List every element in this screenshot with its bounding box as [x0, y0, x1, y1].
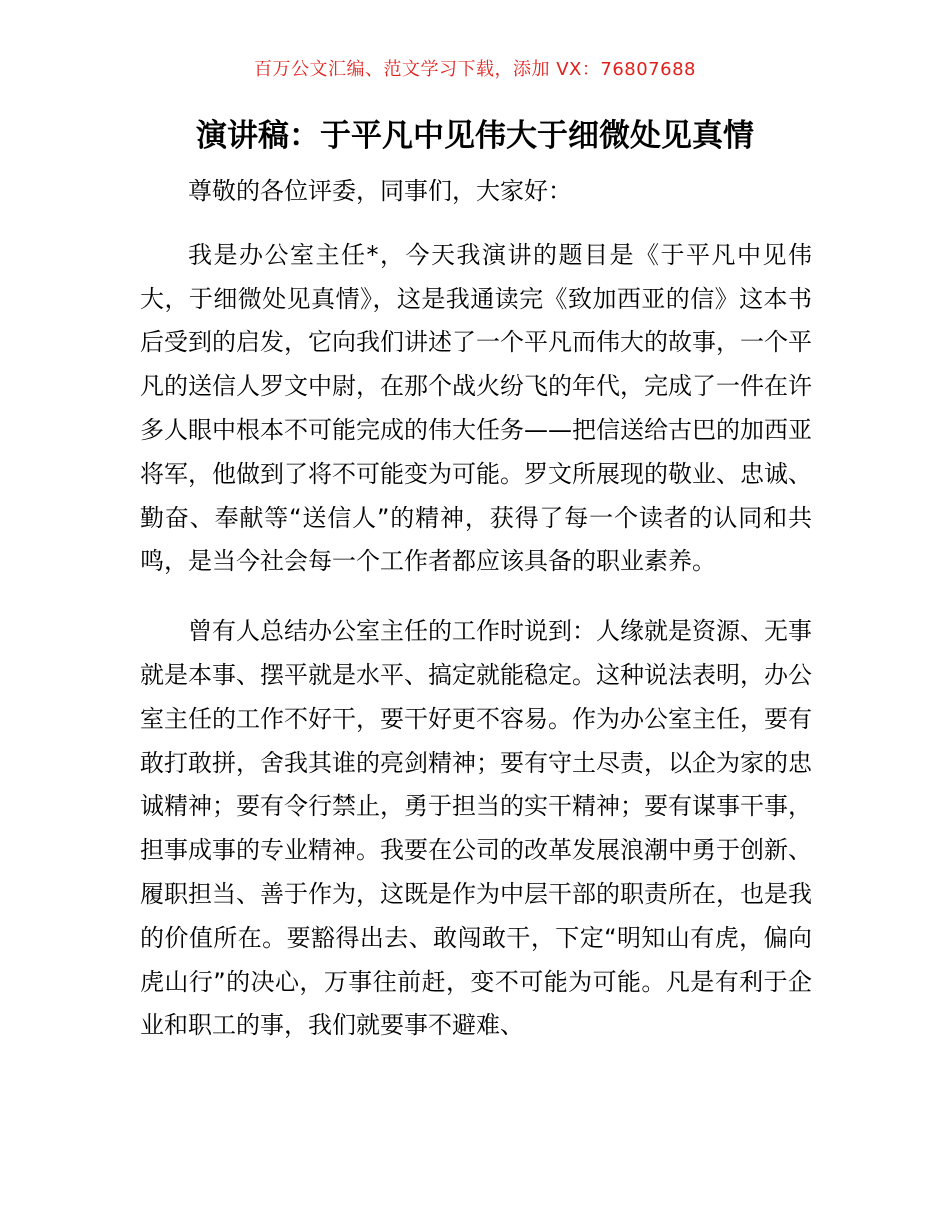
body-paragraph-2: 曾有人总结办公室主任的工作时说到：人缘就是资源、无事就是本事、摆平就是水平、搞定就能稳定。这种说法表明，办公室主任的工作不好干，要干好更不容易。作为办公室主任，要有敢打敢拼，舍我其谁的亮剑精神；要有守土尽责，以企为家的忠诚精神；要有令行禁止，勇于担当的实干精神；要有谋事干事，担事成事的专业精神。我要在公司的改革发展浪潮中勇于创新、履职担当、善于作为，这既是作为中层干部的职责所在，也是我的价值所在。要豁得出去、敢闯敢干，下定“明知山有虎，偏向虎山行”的决心，万事往前赶，变不可能为可能。凡是有利于企业和职工的事，我们就要事不避难、 — [140, 617, 812, 1040]
body-paragraph-1: 我是办公室主任*，今天我演讲的题目是《于平凡中见伟大，于细微处见真情》，这是我通读完《致加西亚的信》这本书后受到的启发，它向我们讲述了一个平凡而伟大的故事，一个平凡的送信人罗文中尉，在那个战火纷飞的年代，完成了一件在许多人眼中根本不可能完成的伟大任务——把信送给古巴的加西亚将军，他做到了将不可能变为可能。罗文所展现的敬业、忠诚、勤奋、奉献等“送信人”的精神，获得了每一个读者的认同和共鸣，是当今社会每一个工作者都应该具备的职业素养。 — [140, 240, 812, 576]
page-title: 演讲稿：于平凡中见伟大于细微处见真情 — [196, 118, 754, 154]
salutation: 尊敬的各位评委，同事们，大家好： — [188, 177, 572, 205]
header-watermark-note: 百万公文汇编、范文学习下载，添加 VX：76807688 — [254, 59, 696, 80]
document-body — [140, 170, 812, 1048]
